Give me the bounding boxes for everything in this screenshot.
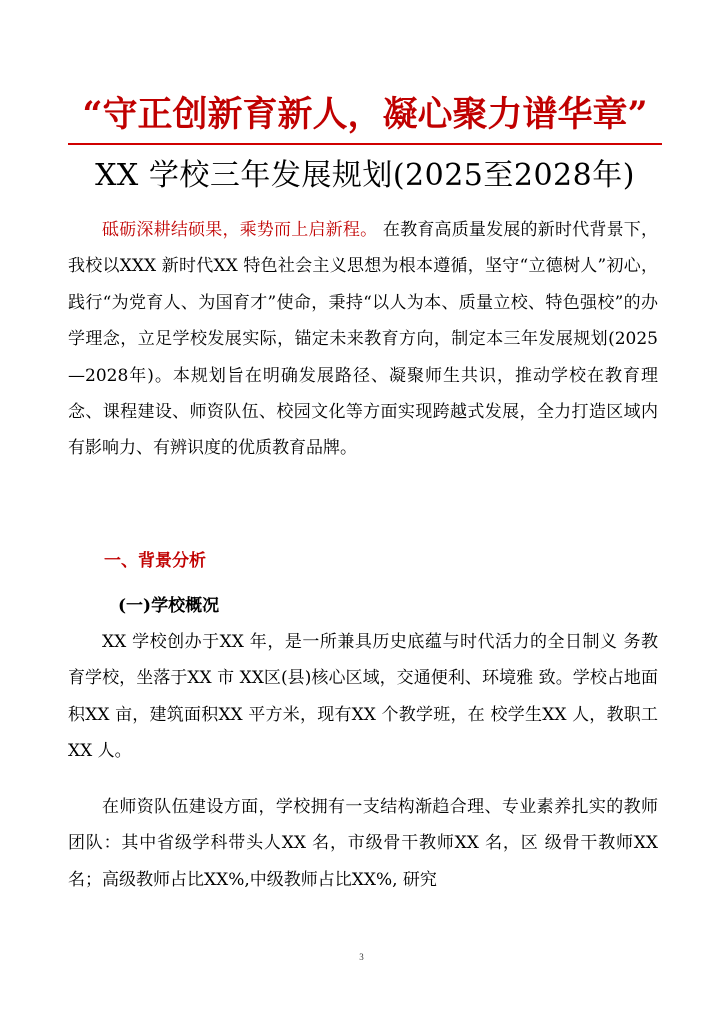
intro-body-text: 在教育高质量发展的新时代背景下，我校以XXX 新时代XX 特色社会主义思想为根本遵循，坚守“立德树人”初心，践行“为党育人、为国育才”使命，秉持“以人为本、质量立校、特色强校”的办学理念，立足学校发展实际，锚定未来教育方向，制定本三年发展规划(2025—2028年)。本规划旨在明确发展路径、凝聚师生共识，推动学校在教育理念、课程建设、师资队伍、校园文化等方面实现跨越式发展，全力打造区域内有影响力、有辨识度的优质教育品牌。 (68, 220, 658, 459)
teaching-staff-paragraph (68, 789, 658, 898)
teaching-staff-text: 在师资队伍建设方面，学校拥有一支结构渐趋合理、专业素养扎实的教师团队：其中省级学科带头人XX 名，市级骨干教师XX 名，区 级骨干教师XX 名；高级教师占比XX%,中级教师占比XX%, 研究 (68, 797, 658, 890)
school-overview-paragraph (68, 624, 658, 770)
intro-paragraph (68, 212, 658, 467)
document-title: XX 学校三年发展规划(2025至2028年) (95, 158, 635, 193)
school-overview-text: XX 学校创办于XX 年，是一所兼具历史底蕴与时代活力的全日制义 务教育学校，坐落于XX 市 XX区(县)核心区域，交通便利、环境雅 致。学校占地面积XX 亩，建筑面积XX 平方米，现有XX 个教学班，在 校学生XX 人，教职工XX 人。 (68, 632, 658, 762)
slogan-heading: “守正创新育新人，凝心聚力谱华章” (82, 94, 648, 135)
red-divider-line (68, 143, 662, 145)
section-heading-background: 一、背景分析 (104, 551, 206, 571)
page-number: 3 (359, 952, 364, 962)
subsection-heading-school-overview: (一)学校概况 (118, 596, 220, 616)
intro-lead-sentence: 砥砺深耕结硕果，乘势而上启新程。 (102, 220, 378, 240)
